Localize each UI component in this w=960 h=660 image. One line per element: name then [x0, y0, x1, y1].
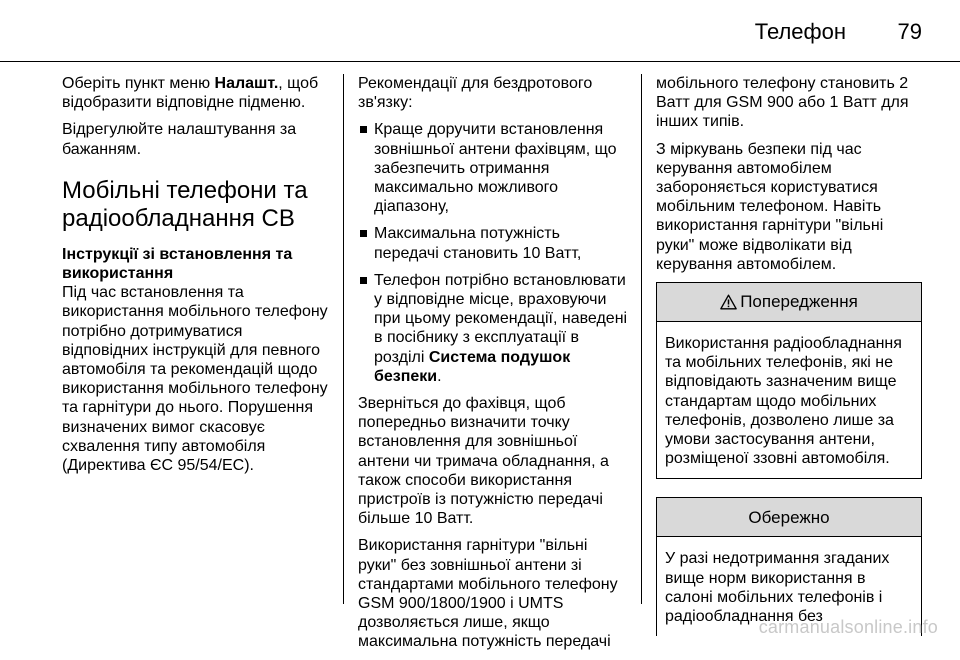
installation-paragraph: Під час встановлення та використання мобільного телефону потрібно дотримуватися відповідних інструкцій для певного автомобіля та рекомендацій щодо використання мобільного телефону та гарнітури до нього. Порушення визначених вимог скасовує схвалення типу автомобіля (Директива ЄС 95/54/ЕС). [62, 284, 328, 475]
column-middle [358, 74, 628, 660]
column-divider-1 [343, 74, 344, 604]
column-right [656, 74, 922, 654]
column-left [62, 74, 328, 483]
recommendations-list [358, 120, 628, 386]
warning-box [656, 282, 922, 479]
power-paragraph: мобільного телефону становить 2 Ватт для GSM 900 або 1 Ватт для інших типів. [656, 75, 909, 131]
page-title: Телефон [754, 19, 846, 44]
caution-box [656, 497, 922, 636]
list-item: Телефон потрібно встановлювати у відповідне місце, враховуючи при цьому рекомендації, наведені в посібнику з експлуатації в розділі Система подушок безпеки. [358, 271, 628, 386]
adjust-instruction: Відрегулюйте налаштування за бажанням. [62, 121, 297, 158]
header-divider [0, 61, 960, 62]
warning-body [657, 322, 921, 478]
safety-paragraph: З міркувань безпеки під час керування автомобілем забороняється користуватися мобільним телефоном. Навіть використання гарнітури "вільні руки" може відволікати від керування автомобілем. [656, 140, 884, 273]
menu-instruction: Оберіть пункт меню Налашт., щоб відобразити відповідне підменю. [62, 75, 319, 112]
recommendations-intro: Рекомендації для бездротового зв'язку: [358, 75, 593, 112]
airbag-section-reference: Система подушок безпеки [374, 348, 571, 385]
caution-header [657, 498, 921, 537]
warning-title: Попередження [740, 292, 858, 312]
specialist-paragraph: Зверніться до фахівця, щоб попередньо визначити точку встановлення для зовнішньої антени чи тримача обладнання, а також способи використання пристроїв із потужністю передачі більше 10 Ватт. [358, 395, 609, 528]
list-item: Максимальна потужність передачі становить 10 Ватт, [358, 224, 628, 262]
section-heading: Мобільні телефони та радіообладнання CB [62, 176, 308, 232]
page-number: 79 [897, 19, 922, 44]
menu-item-settings: Налашт. [214, 75, 279, 92]
subsection-heading: Інструкції зі встановлення та використання [62, 245, 293, 283]
warning-triangle-icon [720, 294, 737, 310]
list-item: Краще доручити встановлення зовнішньої антени фахівцям, що забезпечить отримання максимально можливого діапазону, [358, 120, 628, 216]
warning-text: Використання радіообладнання та мобільних телефонів, які не відповідають зазначеним вище стандартам щодо мобільних телефонів, дозволено лише за умови застосування антени, розміщеної ззовні автомобіля. [665, 335, 902, 468]
page-header [0, 0, 960, 62]
column-divider-2 [641, 74, 642, 604]
watermark: carmanualsonline.info [758, 617, 938, 637]
handsfree-paragraph: Використання гарнітури "вільні руки" без зовнішньої антени зі стандартами мобільного телефону GSM 900/1800/1900 і UMTS дозволяється лише, якщо максимальна потужність передачі [358, 537, 618, 651]
warning-header [657, 283, 921, 322]
caution-title: Обережно [748, 507, 830, 527]
caution-text: У разі недотримання згаданих вище норм використання в салоні мобільних телефонів і радіообладнання без [665, 550, 890, 626]
